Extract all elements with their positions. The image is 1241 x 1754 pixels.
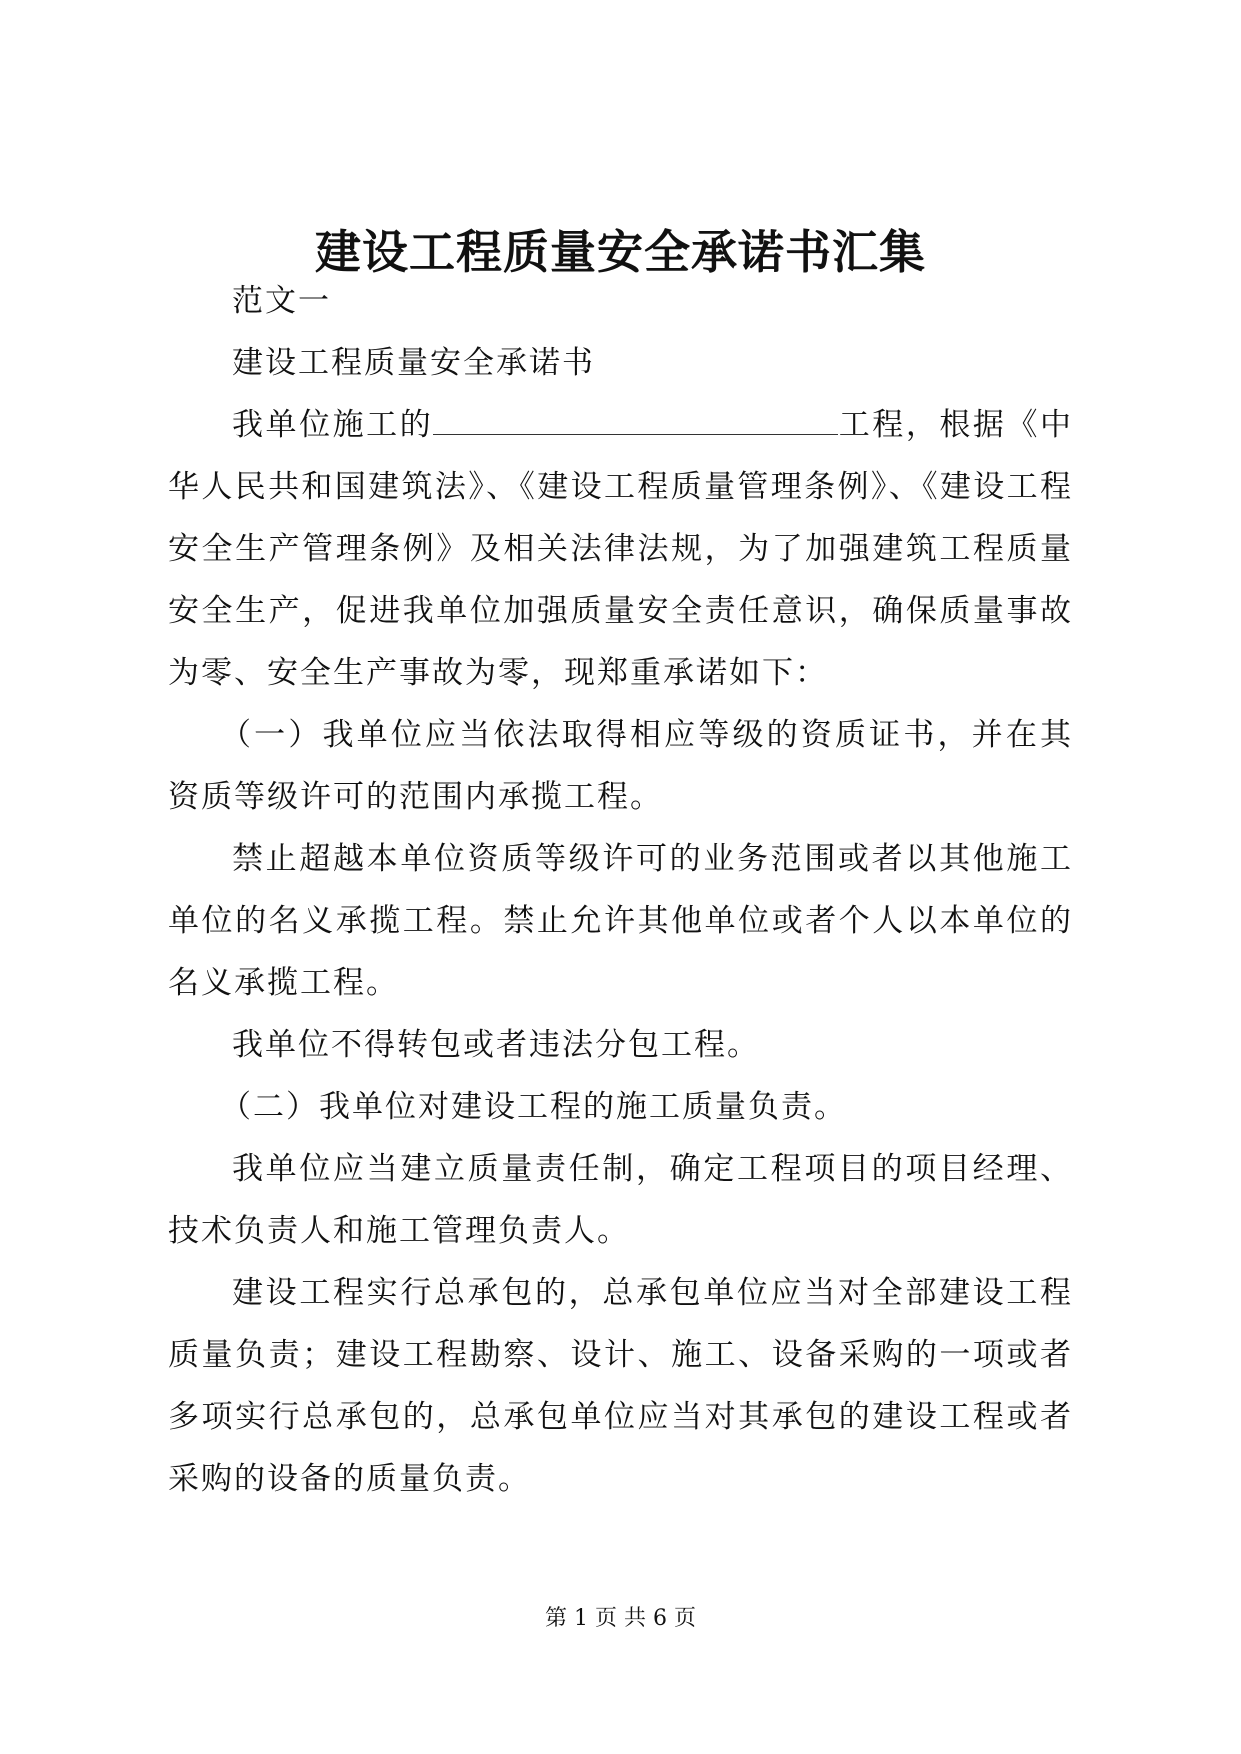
responsibility-paragraph: 我单位应当建立质量责任制，确定工程项目的项目经理、技术负责人和施工管理负责人。 (168, 1151, 1073, 1249)
document-title: 建设工程质量安全承诺书汇集 (315, 225, 926, 279)
intro-before-blank: 我单位施工的 (232, 407, 434, 443)
section-label: 范文一 (232, 283, 331, 319)
item-two-paragraph: （二）我单位对建设工程的施工质量负责。 (220, 1089, 847, 1125)
document-body (168, 270, 1073, 1510)
document-subtitle: 建设工程质量安全承诺书 (232, 345, 595, 381)
intro-after-blank: 工程，根据《中华人民共和国建筑法》、《建设工程质量管理条例》、《建设工程安全生产管理条例》及相关法律法规，为了加强建筑工程质量安全生产，促进我单位加强质量安全责任意识，确保质量事故为零、安全生产事故为零，现郑重承诺如下： (168, 407, 1074, 691)
item-one-paragraph: （一）我单位应当依法取得相应等级的资质证书，并在其资质等级许可的范围内承揽工程。 (168, 717, 1073, 815)
intro-paragraph (168, 394, 1073, 704)
project-name-blank (433, 406, 838, 435)
general-contract-paragraph: 建设工程实行总承包的，总承包单位应当对全部建设工程质量负责；建设工程勘察、设计、施工、设备采购的一项或者多项实行总承包的，总承包单位应当对其承包的建设工程或者采购的设备的质量负责。 (168, 1275, 1073, 1497)
prohibition-paragraph: 禁止超越本单位资质等级许可的业务范围或者以其他施工单位的名义承揽工程。禁止允许其他单位或者个人以本单位的名义承揽工程。 (168, 841, 1073, 1001)
page-number-footer: 第 1 页 共 6 页 (545, 1606, 696, 1631)
subcontract-paragraph: 我单位不得转包或者违法分包工程。 (232, 1027, 760, 1063)
